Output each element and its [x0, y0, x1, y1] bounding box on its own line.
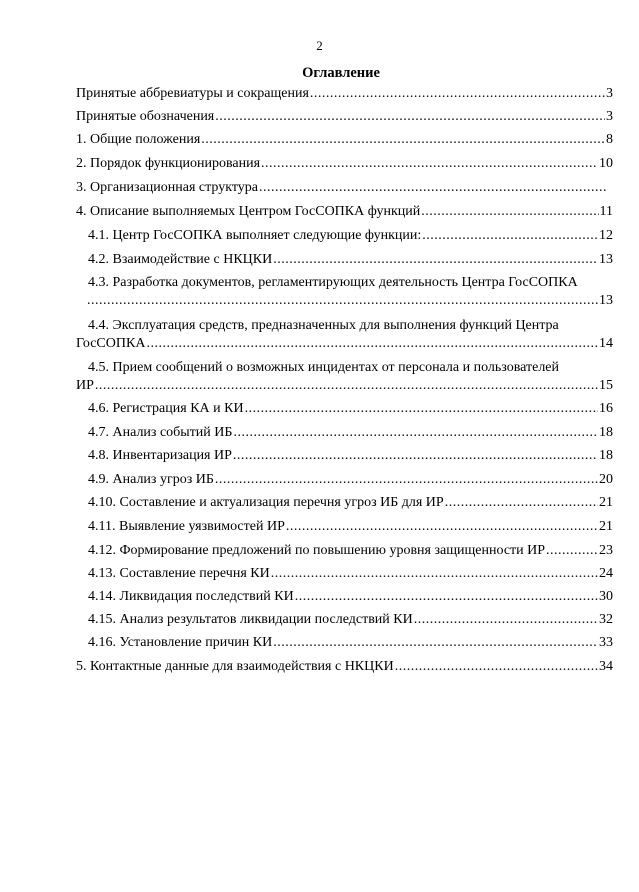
- toc-entry-4-2[interactable]: [88, 251, 613, 269]
- toc-entry-text: 3. Организационная структура: [76, 180, 258, 195]
- leader-dots: [273, 634, 598, 652]
- toc-entry-text-line1: 4.3. Разработка документов, регламентирующих деятельность Центра ГосСОПКА: [88, 275, 578, 290]
- toc-entry-text: 4.8. Инвентаризация ИР: [88, 448, 232, 463]
- toc-entry-4-3[interactable]: [88, 274, 613, 310]
- toc-entry-section-1[interactable]: [76, 131, 613, 149]
- leader-dots: [233, 424, 598, 442]
- toc-entry-text: 4.7. Анализ событий ИБ: [88, 425, 233, 440]
- toc-entry-text-line2: ИР: [76, 378, 94, 393]
- toc-entry-page: 30: [599, 589, 613, 604]
- toc-entry-4-7[interactable]: [88, 424, 613, 442]
- toc-entry-page: 32: [599, 612, 613, 627]
- toc-entry-page: 15: [599, 378, 613, 393]
- toc-entry-page: 14: [599, 336, 613, 351]
- toc-entry-section-4[interactable]: [76, 203, 613, 221]
- toc-entry-page: 21: [599, 495, 613, 510]
- toc-entry-text-line1: 4.5. Прием сообщений о возможных инцидентах от персонала и пользователей: [88, 360, 560, 375]
- leader-dots: [146, 335, 598, 353]
- toc-entry-page: 20: [599, 472, 613, 487]
- toc-entry-page: 8: [606, 132, 613, 147]
- toc-entry-text: 4.16. Установление причин КИ: [88, 635, 273, 650]
- toc-entry-4-8[interactable]: [88, 447, 613, 465]
- toc-entry-page: 18: [599, 425, 613, 440]
- leader-dots: [445, 494, 598, 512]
- toc-entry-text: 4.14. Ликвидация последствий КИ: [88, 589, 294, 604]
- leader-dots: [295, 588, 598, 606]
- toc-entry-text: 4.10. Составление и актуализация перечня угроз ИБ для ИР: [88, 495, 444, 510]
- toc-entry-page: 34: [599, 659, 613, 674]
- toc-title: Оглавление: [302, 65, 380, 81]
- toc-entry-section-5[interactable]: [76, 658, 613, 676]
- toc-entry-4-1[interactable]: [88, 227, 613, 245]
- toc-entry-text: Принятые обозначения: [76, 109, 215, 124]
- toc-entry-text: 4.13. Составление перечня КИ: [88, 566, 270, 581]
- page-number: 2: [316, 38, 323, 53]
- leader-dots: [233, 447, 598, 465]
- toc-entry-4-9[interactable]: [88, 471, 613, 489]
- leader-dots: [215, 471, 598, 489]
- toc-entry-page: 11: [599, 204, 613, 219]
- leader-dots: [259, 179, 607, 197]
- toc-entry-text: 4.6. Регистрация КА и КИ: [88, 401, 244, 416]
- toc-entry-text-line1: 4.4. Эксплуатация средств, предназначенных для выполнения функций Центра: [88, 318, 559, 333]
- leader-dots: [261, 155, 598, 173]
- toc-entry-text: 4.15. Анализ результатов ликвидации последствий КИ: [88, 612, 413, 627]
- toc-entry-4-16[interactable]: [88, 634, 613, 652]
- toc-entry-text: 4.11. Выявление уязвимостей ИР: [88, 519, 285, 534]
- toc-entry-section-3[interactable]: [76, 179, 608, 197]
- toc-entry-page: 12: [599, 228, 613, 243]
- toc-entry-text-line2: ГосСОПКА: [76, 336, 146, 351]
- toc-entry-text: 1. Общие положения: [76, 132, 201, 147]
- toc-entry-page: 16: [599, 401, 613, 416]
- toc-entry-text: 4.2. Взаимодействие с НКЦКИ: [88, 252, 273, 267]
- leader-dots: [201, 131, 605, 149]
- toc-entry-4-5[interactable]: [76, 359, 613, 395]
- leader-dots: [215, 108, 605, 126]
- toc-entry-page: 23: [599, 543, 613, 558]
- toc-entry-text: 4.9. Анализ угроз ИБ: [88, 472, 214, 487]
- toc-entry-notations[interactable]: [76, 108, 613, 126]
- toc-entry-page: 24: [599, 566, 613, 581]
- toc-entry-4-6[interactable]: [88, 400, 613, 418]
- leader-dots: [310, 85, 605, 103]
- toc-entry-4-13[interactable]: [88, 565, 613, 583]
- toc-entry-page: 3: [606, 109, 613, 124]
- toc-entry-text: Принятые аббревиатуры и сокращения: [76, 86, 309, 101]
- leader-dots: [95, 377, 598, 395]
- toc-entry-4-14[interactable]: [88, 588, 613, 606]
- toc-entry-4-11[interactable]: [88, 518, 613, 536]
- toc-entry-text: 4.12. Формирование предложений по повышению уровня защищенности ИР: [88, 543, 546, 558]
- toc-entry-section-2[interactable]: [76, 155, 613, 173]
- leader-dots: [245, 400, 598, 418]
- leader-dots: [271, 565, 598, 583]
- toc-entry-page: 13: [599, 252, 613, 267]
- toc-entry-page: 13: [599, 293, 613, 308]
- leader-dots: [395, 658, 598, 676]
- toc-entry-4-4[interactable]: [76, 317, 613, 353]
- leader-dots: [421, 203, 598, 221]
- toc-entry-text: 4.1. Центр ГосСОПКА выполняет следующие функции:: [88, 228, 422, 243]
- toc-entry-4-15[interactable]: [88, 611, 613, 629]
- toc-entry-4-12[interactable]: [88, 542, 613, 560]
- leader-dots: [546, 542, 598, 560]
- leader-dots: [414, 611, 598, 629]
- leader-dots: [273, 251, 598, 269]
- leader-dots: [286, 518, 598, 536]
- toc-entry-4-10[interactable]: [88, 494, 613, 512]
- toc-entry-text: 4. Описание выполняемых Центром ГосСОПКА функций: [76, 204, 421, 219]
- toc-entry-abbreviations[interactable]: [76, 85, 613, 103]
- leader-dots: [422, 227, 598, 245]
- toc-entry-page: 33: [599, 635, 613, 650]
- toc-entry-text: 5. Контактные данные для взаимодействия с НКЦКИ: [76, 659, 394, 674]
- toc-entry-text: 2. Порядок функционирования: [76, 156, 261, 171]
- toc-entry-page: 21: [599, 519, 613, 534]
- leader-dots: [87, 292, 598, 310]
- toc-entry-page: 18: [599, 448, 613, 463]
- toc-entry-page: 10: [599, 156, 613, 171]
- toc-entry-page: 3: [606, 86, 613, 101]
